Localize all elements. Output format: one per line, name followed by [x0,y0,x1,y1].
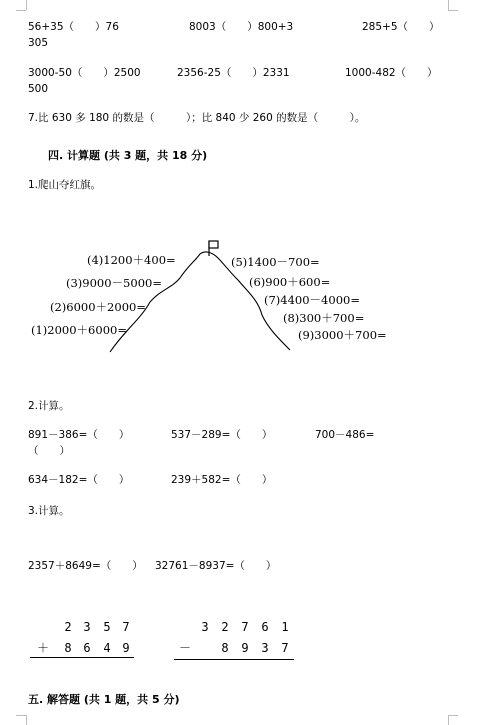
v2-bottom-digit-1: 8 [221,641,229,655]
problem-1-title: 1.爬山夺红旗。 [28,179,102,191]
problem-2-item-3: 700－486= [315,429,375,441]
v2-operator: － [178,641,191,655]
problem-3-eq-1: 2357＋8649=（ ） [28,560,143,572]
v1-top-digit-3: 5 [103,620,111,634]
v2-bottom-digit-4: 7 [281,641,289,655]
mountain-step-6: (6)900＋600= [249,275,331,289]
v1-bottom-digit-4: 9 [122,641,130,655]
problem-2-title: 2.计算。 [28,400,70,412]
v1-result-rule [30,657,134,658]
v1-top-digit-2: 3 [83,620,91,634]
section-4-title: 四. 计算题 (共 3 题，共 18 分) [48,149,208,162]
v2-top-digit-1: 3 [201,620,209,634]
v1-bottom-digit-1: 8 [64,641,72,655]
v1-top-digit-1: 2 [64,620,72,634]
mountain-step-7: (7)4400－4000= [264,293,360,307]
problem-2-item-3-wrap: （ ） [28,445,70,457]
compare-row1-c-wrap: 305 [28,37,49,49]
compare-row1-c: 285+5（ ） [362,21,440,33]
problem-2-item-4: 634－182=（ ） [28,474,130,486]
compare-row1-b: 8003（ ）800+3 [189,21,294,33]
v1-top-digit-4: 7 [122,620,130,634]
v2-bottom-digit-3: 3 [261,641,269,655]
problem-3-title: 3.计算。 [28,505,70,517]
compare-row2-c: 1000-482（ ） [345,67,438,79]
v2-result-rule [174,659,294,660]
compare-row2-b: 2356-25（ ）2331 [177,67,290,79]
v1-bottom-digit-3: 4 [103,641,111,655]
v2-top-digit-5: 1 [281,620,289,634]
v2-bottom-digit-2: 9 [241,641,249,655]
section-5-title: 五. 解答题 (共 1 题，共 5 分) [28,693,180,706]
mountain-step-1: (1)2000＋6000= [31,323,127,337]
compare-row2-a: 3000-50（ ）2500 [28,67,141,79]
problem-3-eq-2: 32761－8937=（ ） [155,560,277,572]
mountain-step-3: (3)9000－5000= [66,276,162,290]
v2-top-digit-2: 2 [221,620,229,634]
mountain-step-5: (5)1400－700= [231,255,320,269]
v1-operator: ＋ [36,641,49,655]
question-7: 7.比 630 多 180 的数是（ ）；比 840 少 260 的数是（ ）。 [28,112,366,124]
compare-row1-a: 56+35（ ）76 [28,21,119,33]
v2-top-digit-3: 7 [241,620,249,634]
compare-row2-c-wrap: 500 [28,83,49,95]
problem-2-item-1: 891－386=（ ） [28,429,130,441]
mountain-step-8: (8)300＋700= [283,311,365,325]
mountain-step-2: (2)6000＋2000= [50,300,146,314]
v2-top-digit-4: 6 [261,620,269,634]
mountain-step-9: (9)3000＋700= [298,328,387,342]
problem-2-item-5: 239＋582=（ ） [171,474,273,486]
v1-bottom-digit-2: 6 [83,641,91,655]
mountain-step-4: (4)1200＋400= [87,253,176,267]
problem-2-item-2: 537－289=（ ） [171,429,273,441]
